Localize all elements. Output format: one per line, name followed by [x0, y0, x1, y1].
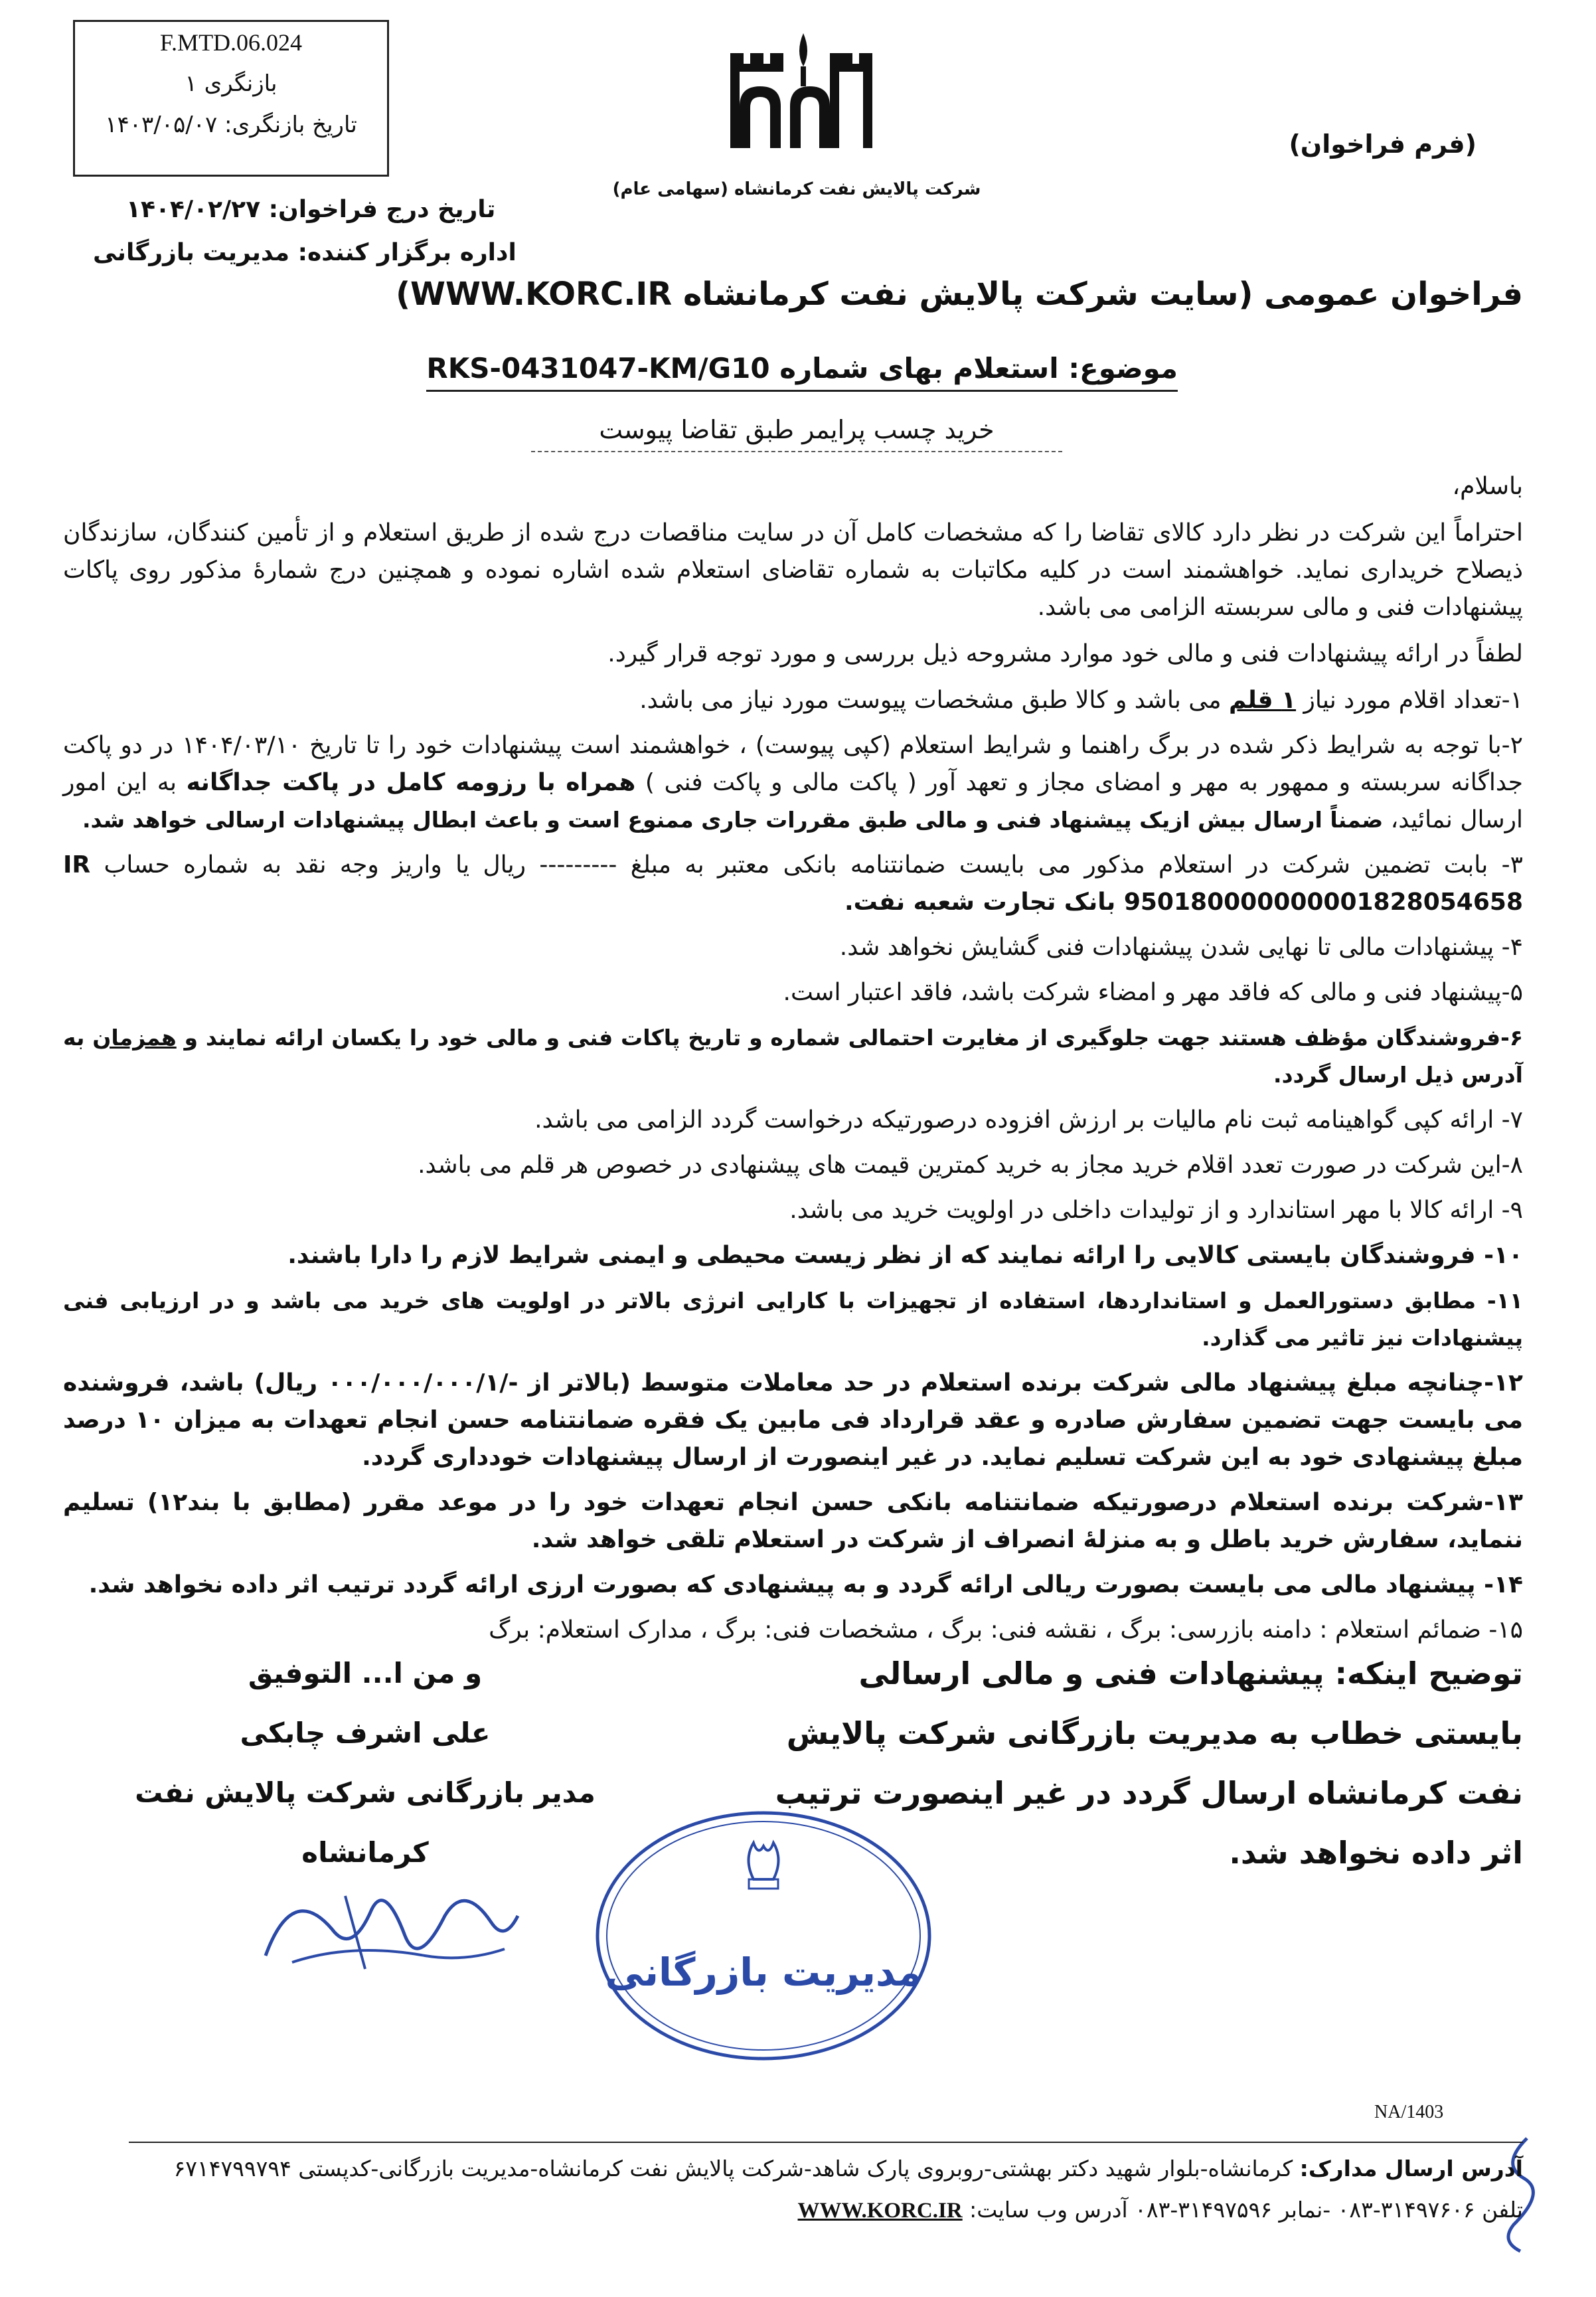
address-text: کرمانشاه-بلوار شهید دکتر بهشتی-روبروی پارک شاهد-شرکت پالایش نفت کرمانشاه-مدیریت بازرگانی-کدپستی ۶۷۱۴۷۹۹۷۹۴: [173, 2156, 1300, 2181]
company-caption: شرکت پالایش نفت کرمانشاه (سهامی عام): [612, 179, 981, 199]
document-body: [63, 468, 1523, 1657]
main-heading: فراخوان عمومی (سایت شرکت پالایش نفت کرمانشاه WWW.KORC.IR): [396, 276, 1523, 313]
form-revision: بازنگری ۱: [185, 70, 278, 97]
organizing-office: اداره برگزار کننده: مدیریت بازرگانی: [93, 239, 517, 266]
closing-phrase: و من ا... التوفیق: [248, 1657, 483, 1689]
reference-code: NA/1403: [1374, 2102, 1444, 2122]
form-code: F.MTD.06.024: [159, 29, 303, 56]
signer-name: علی اشرف چابکی: [240, 1717, 491, 1749]
form-revision-date: تاریخ بازنگری: ۱۴۰۳/۰۵/۰۷: [105, 112, 357, 138]
address-line: [129, 2148, 1523, 2189]
item-6: ۶-فروشندگان مؤظف هستند جهت جلوگیری از مغایرت احتمالی شماره و تاریخ پاکات فنی و مالی خود را یکسان ارائه نمایند و همزمان به آدرس ذیل ارسال گردد.: [63, 1025, 1523, 1088]
website-link[interactable]: WWW.KORC.IR: [797, 2199, 963, 2223]
intro-paragraph: احتراماً این شرکت در نظر دارد کالای تقاضا را که مشخصات کامل آن در سایت مناقصات درج شده از طریق استعلام و از تأمین کنندگان، سازندگان ذیصلاح خریداری نماید. خواهشمند است در کلیه مکاتبات به شماره تقاضای استعلام شده اشاره نموده و همچنین درج شمارۀ مذکور روی پاکات پیشنهادات فنی و مالی سربسته الزامی می باشد.: [63, 519, 1523, 621]
company-logo: [717, 27, 890, 153]
contact-line: [129, 2189, 1523, 2231]
item-12: ۱۲-چنانچه مبلغ پیشنهاد مالی شرکت برنده استعلام در حد معاملات متوسط (بالاتر از -/۰۰۰/۰۰۰/۰۰۰/۱ ریال) باشد، فروشنده می بایست جهت تضمین سفارش صادره و عقد قرارداد فی مابین یک فقره ضمانتنامه حسن انجام تعهدات به میزان ۱۰ درصد مبلغ پیشنهادی خود به این شرکت تسلیم نماید. در غیر اینصورت از ارسال پیشنهادات خودداری گردد.: [63, 1369, 1523, 1471]
item-1: ۱-تعداد اقلام مورد نیاز ۱ قلم می باشد و کالا طبق مشخصات پیوست مورد نیاز می باشد.: [639, 687, 1523, 714]
address-label: آدرس ارسال مدارک:: [1299, 2156, 1523, 2181]
item-2: ۲-با توجه به شرایط ذکر شده در برگ راهنما و شرایط استعلام (کپی پیوست) ، خواهشمند است پیشنهادات خود را تا تاریخ ۱۴۰۴/۰۳/۱۰ در دو پاکت جداگانه سربسته و ممهور به مهر و امضای مجاز و تعهد آور ( پاکت مالی و پاکت فنی ) همراه با رزومه کامل در پاکت جداگانه به این امور ارسال نمائید، ضمناً ارسال بیش ازیک پیشنهاد فنی و مالی طبق مقررات جاری ممنوع است و باعث ابطال پیشنهادات ارسالی خواهد شد.: [63, 732, 1524, 833]
greeting: باسلام،: [1452, 473, 1523, 500]
closing-block: [93, 1644, 637, 1883]
item-8: ۸-این شرکت در صورت تعدد اقلام خرید مجاز به خرید کمترین قیمت های پیشنهادی در خصوص هر قلم می باشد.: [418, 1151, 1523, 1179]
item-9: ۹- ارائه کالا با مهر استاندارد و از تولیدات داخلی در اولویت خرید می باشد.: [789, 1197, 1523, 1224]
item-5: ۵-پیشنهاد فنی و مالی که فاقد مهر و امضاء شرکت باشد، فاقد اعتبار است.: [783, 979, 1523, 1006]
form-code-box: [73, 20, 389, 177]
official-stamp: [591, 1806, 936, 2065]
signature: [252, 1856, 531, 1989]
item-4: ۴- پیشنهادات مالی تا نهایی شدن پیشنهادات فنی گشایش نخواهد شد.: [839, 934, 1523, 961]
stamp-text: مدیریت بازرگانی: [605, 1950, 922, 1995]
subject-line: موضوع: استعلام بهای شماره RKS-0431047-KM/G10: [426, 352, 1178, 392]
form-type-label: (فرم فراخوان): [1289, 129, 1476, 159]
address-block: [129, 2142, 1523, 2231]
item-3: ۳- بابت تضمین شرکت در استعلام مذکور می بایست ضمانتنامه بانکی معتبر به مبلغ --------- ریال یا واریز وجه نقد به شماره حساب IR 950180000000001828054658 بانک تجارت شعبه نفت.: [63, 851, 1523, 916]
item-11: ۱۱- مطابق دستورالعمل و استانداردها، استفاده از تجهیزات با کارایی انرژی بالاتر در اولویت های خرید می باشد و در ارزیابی فنی پیشنهادات نیز تاثیر می گذارد.: [63, 1288, 1523, 1351]
publish-date: تاریخ درج فراخوان: ۱۴۰۴/۰۲/۲۷: [126, 196, 496, 223]
signer-title: مدیر بازرگانی شرکت پالایش نفت کرمانشاه: [135, 1776, 596, 1869]
submission-note: توضیح اینکه: پیشنهادات فنی و مالی ارسالی بایستی خطاب به مدیریت بازرگانی شرکت پالایش نفت کرمانشاه ارسال گردد در غیر اینصورت ترتیب اثر داده نخواهد شد.: [775, 1656, 1523, 1871]
item-7: ۷- ارائه کپی گواهینامه ثبت نام مالیات بر ارزش افزوده درصورتیکه درخواست گردد الزامی می باشد.: [534, 1106, 1523, 1134]
item-13: ۱۳-شرکت برنده استعلام درصورتیکه ضمانتنامه بانکی حسن انجام تعهدات خود را در موعد مقرر (مطابق با بند۱۲) تسلیم ننماید، سفارش خرید باطل و به منزلۀ انصراف از شرکت در استعلام تلقی خواهد شد.: [63, 1489, 1523, 1553]
item-15: ۱۵- ضمائم استعلام : دامنه بازرسی: برگ ، نقشه فنی: برگ ، مشخصات فنی: برگ ، مدارک استعلام: برگ: [489, 1616, 1523, 1644]
subject-description: خرید چسب پرایمر طبق تقاضا پیوست: [531, 415, 1062, 452]
intro-paragraph-2: لطفاً در ارائه پیشنهادات فنی و مالی خود موارد مشروحه ذیل بررسی و مورد توجه قرار گیرد.: [607, 640, 1523, 667]
item-14: ۱۴- پیشنهاد مالی می بایست بصورت ریالی ارائه گردد و به پیشنهادی که بصورت ارزی ارائه گردد ترتیب اثر داده نخواهد شد.: [88, 1571, 1523, 1598]
item-10: ۱۰- فروشندگان بایستی کالایی را ارائه نمایند که از نظر زیست محیطی و ایمنی شرایط لازم را دارا باشند.: [287, 1242, 1523, 1269]
phone-fax: تلفن ۳۱۴۹۷۶۰۶-۰۸۳ -نمابر ۳۱۴۹۷۵۹۶-۰۸۳ آدرس وب سایت:: [962, 2197, 1523, 2223]
